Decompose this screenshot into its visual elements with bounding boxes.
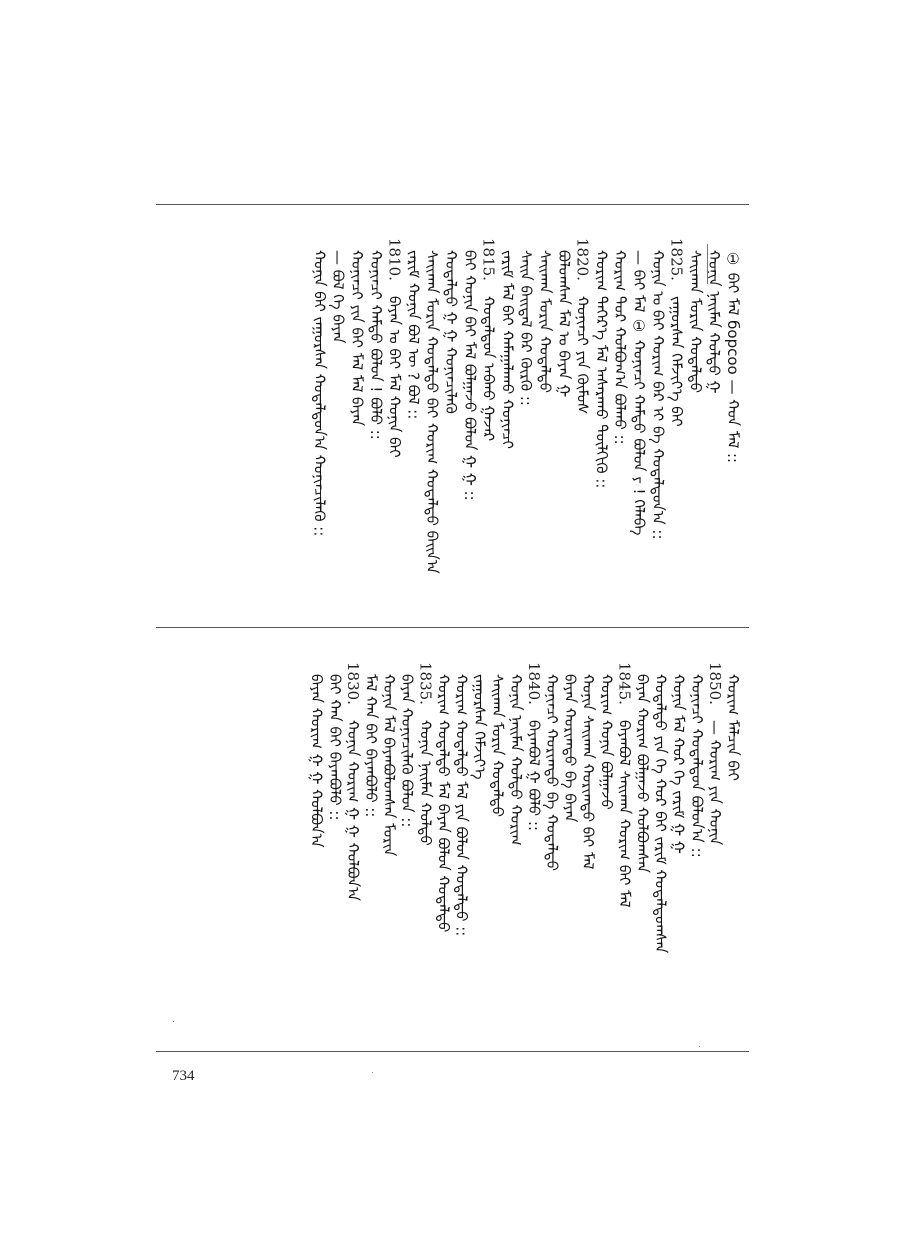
line-number: 1825. xyxy=(667,238,686,281)
text-line: ᠪᠠᠶᠠᠨ ᠣ ᠪᠠᠢ ᠮᠠᠯ ᠬᠣᠨᠢᠨ ᠪᠠᠢ xyxy=(385,296,404,458)
text-line: ᠬᠤᠳᠠᠯᠳᠤᠨ ᠠᠪᠬᠤ ᠭᠠᠵᠠᠷ xyxy=(479,296,498,442)
line-number: 1810. xyxy=(385,238,404,281)
text-line: ᠬᠣᠨᠢᠨ ᠨᠠᠢᠮᠠᠨ ᠬᠣᠯᠳᠣ xyxy=(416,720,435,846)
line-number: 1845. xyxy=(615,662,634,705)
text-line: ① ᠪᠠᠢ ᠮᠠᠯ борсоо — ᠬᠣᠨ ᠮᠠᠯ :: xyxy=(724,250,742,464)
text-line: ᠬᠣᠷᠢᠭ ᠬᠣᠨᠢᠨ ᠪᠣᠯᠭᠠᠵᠤ xyxy=(597,674,616,810)
text-line: ᠬᠤᠳᠠᠯᠳᠤ ᠭ ᠭ ᠬᠣᠨᠢᠨᠴᠢᠯᠡᠬᠦ xyxy=(442,250,460,414)
text-line: ᠪᠠᠶᠠᠨᠪᠣᠯ ᠭ ᠪᠣᠯᠣ :: xyxy=(524,720,543,832)
text-line: ᠬᠣᠨᠢᠨᠴᠢ ᠬᠠᠮᠲᠤ ᠪᠣᠯᠤᠨ ! ᠪᠣᠯᠣ :: xyxy=(366,250,385,440)
text-line: ᠬᠣᠨᠢᠨᠴᠢ ᠬᠤᠳᠠᠯᠳᠤᠨ ᠪᠣᠯᠤᠨ᠎ᠠ :: xyxy=(687,674,706,858)
text-line: ᠬᠣᠨᠢᠨᠴᠢ ᠶᠢᠨ ᠬᠦᠮᠦᠰ xyxy=(573,296,592,415)
text-line: ᠬᠣᠨᠢᠨ ᠮᠠᠯ ᠬᠣᠷ ᠬᠡ ᠵᠠᠷᠢᠮ ᠭ ᠭ xyxy=(669,674,688,854)
page-number: 734 xyxy=(172,1068,195,1084)
footnote-separator xyxy=(707,244,708,284)
line-number: 1840. xyxy=(524,662,543,705)
line-number: 1830. xyxy=(343,662,362,705)
text-line: ᠵᠠᠷᠢᠮ ᠮᠠᠯ ᠪᠠᠢ ᠬᠠᠮᠠᠭᠠᠯᠠᠬᠤ ᠬᠣᠨᠢᠨᠴᠢ xyxy=(498,250,517,449)
text-line: ᠰᠠᠢᠬᠠᠨ ᠮᠣᠷᠢᠨ ᠬᠤᠳᠠᠯᠳᠤ xyxy=(686,250,705,394)
text-line: ᠰᠠᠢᠬᠠᠨ ᠮᠣᠷᠢᠨ ᠬᠤᠳᠠᠯᠳᠤ ᠪᠠᠢ ᠬᠣᠷᠢᠭ ᠬᠤᠳᠠᠯᠳᠤ ᠪᠠᠢᠨ᠎ᠠ xyxy=(423,250,442,574)
top-rule xyxy=(156,204,749,205)
text-column xyxy=(307,238,331,618)
text-line: ᠰᠠᠢᠬᠠᠨ ᠮᠣᠷᠢᠨ ᠬᠤᠳᠠᠯᠳᠤ xyxy=(536,250,554,394)
text-line: ᠬᠤᠳᠠᠯᠳᠤ ᠶᠢᠨ ᠬᠡ ᠬᠣᠷ ᠪᠠᠢ ᠵᠠᠷᠢᠮ ᠬᠤᠳᠠᠯᠳᠤᠭᠰᠠᠨ xyxy=(651,674,670,954)
text-line: ᠬᠣᠨᠢᠨᠴᠢ ᠶᠢᠨ ᠪᠠᠢ ᠮᠠᠯ ᠮᠠᠯ ᠪᠠᠶᠠᠨ xyxy=(348,250,366,427)
text-line: ᠬᠣᠨᠢᠨ ᠪᠠᠢ ᠵᠠᠭᠤᠷᠰᠠᠨ ᠬᠤᠳᠠᠯᠳᠤᠨ᠎ᠠ ᠬᠣᠨᠢᠨᠴᠢᠯᠡᠬᠦ :: xyxy=(310,250,329,537)
text-line: ᠪᠣᠯᠣᠭᠰᠠᠨ ᠮᠠᠯ ᠤ ᠪᠠᠶᠠᠨ ᠭ xyxy=(554,250,573,398)
bottom-text-panel xyxy=(156,662,749,1042)
text-line: ᠵᠠᠭᠤᠷᠰᠠᠨ ᠬᠡᠮᠵᠢᠶ᠎ᠡ ᠪᠠᠢ xyxy=(667,296,686,427)
text-line: — ᠪᠣᠯ ᠬᠡ ᠪᠠᠶᠠᠨ xyxy=(329,250,348,344)
text-line: — ᠪᠠᠢ ᠮᠠᠯ ① ᠬᠣᠨᠢᠨᠴᠢ ᠬᠠᠮᠲᠤ ᠪᠣᠯᠤᠨ ᠶ ! ᠬᠡᠯᠡᠪᠡ xyxy=(630,250,648,536)
text-line: ᠪᠠᠶᠠᠨ ᠬᠣᠨᠢᠨᠴᠢᠯᠡᠬᠦ ᠪᠣᠯᠤᠨ :: xyxy=(398,674,417,828)
text-line: ᠬᠣᠨᠢᠨ ᠨᠠᠢᠮᠠᠨ ᠬᠣᠯᠳᠣ ᠬᠣᠷᠢᠭ xyxy=(506,674,525,846)
scan-speck xyxy=(173,1021,174,1022)
text-line: ᠬᠣᠷᠢᠭ ᠬᠤᠳᠠᠯᠳᠤ ᠮᠠᠯ ᠪᠠᠶᠠᠨ ᠪᠣᠯᠤᠨ ᠬᠤᠳᠠᠯᠳᠤ xyxy=(434,674,453,933)
text-line: ᠪᠠᠶᠠᠨ ᠬᠣᠷᠢᠭ ᠭ ᠭ ᠬᠣᠯᠪᠣᠨ᠎ᠠ xyxy=(307,674,326,848)
scan-speck xyxy=(372,1072,373,1073)
text-line: ᠪᠠᠶᠠᠨ ᠬᠣᠷᠢᠭᠳᠤ ᠪᠡ ᠪᠠᠶᠠᠨ xyxy=(561,674,580,823)
line-number: 1820. xyxy=(573,238,592,281)
text-line: — ᠬᠣᠷᠢᠭ ᠶᠢᠨ ᠬᠣᠨᠢᠨ xyxy=(705,720,724,846)
text-line: ᠬᠣᠨᠢᠨ ᠮᠠᠯ ᠪᠠᠶᠠᠨᠪᠣᠯᠣᠭᠰᠠᠨ ᠮᠣᠷᠢᠨ xyxy=(380,674,399,857)
text-line: ᠬᠣᠨᠢᠨ ᠣ ᠪᠠᠢ ᠬᠣᠷᠢᠭ ᠪᠡᠷ ᠢ ᠪᠡ ᠬᠤᠳᠠᠯᠳᠤᠨ᠎ᠠ :: xyxy=(648,250,667,540)
text-line: ᠪᠠᠶᠠᠨᠪᠣᠯ ᠰᠠᠢᠬᠠᠨ ᠬᠣᠷᠢᠭ ᠪᠠᠢ ᠮᠠᠯ xyxy=(615,720,634,908)
text-line: ᠬᠣᠷᠢᠭ ᠬᠤᠳᠠᠯᠳᠤ ᠮᠠᠯ ᠶᠢᠨ ᠪᠣᠯᠤᠨ ᠬᠤᠳᠠᠯᠳᠤ :: xyxy=(452,674,471,937)
line-number: 1815. xyxy=(479,238,498,281)
text-line: ᠬᠣᠷᠢᠭ ᠳᠡᠭᠡᠷ᠎ᠡ ᠮᠠᠯ ᠠᠰᠠᠷᠠᠬᠤ ᠲᠦᠯᠬᠢᠬᠦ :: xyxy=(592,250,611,489)
text-line: ᠮᠠᠯ ᠬᠠᠨ ᠪᠠᠢ ᠪᠠᠶᠠᠨᠪᠣᠯᠣ :: xyxy=(362,674,380,818)
middle-rule xyxy=(156,627,749,628)
text-line: ᠬᠣᠷᠢᠭ ᠮᠠᠯᠴᠢᠨ ᠪᠠᠢ xyxy=(724,674,742,781)
scan-speck xyxy=(699,1046,700,1047)
text-line: ᠬᠣᠨᠢᠨ ᠬᠣᠷᠢᠭ ᠭ ᠭ ᠬᠣᠯᠪᠣᠨ᠎ᠠ xyxy=(343,720,362,901)
text-line: ᠰᠠᠢᠬᠠᠨ ᠮᠣᠷᠢᠨ ᠬᠤᠳᠠᠯᠳᠤ xyxy=(488,674,507,818)
text-line: ᠬᠣᠷᠢᠭ ᠳᠣᠷ ᠬᠣᠯᠪᠣᠭ᠎ᠠ ᠪᠣᠯᠬᠤ :: xyxy=(611,250,630,445)
line-number: 1850. xyxy=(705,662,724,705)
top-text-panel xyxy=(156,238,749,618)
text-line: ᠬᠣᠨᠢᠨ ᠰᠠᠢᠬᠠᠨ ᠬᠣᠷᠢᠭᠳᠤ ᠪᠠᠢ ᠮᠠᠯ xyxy=(579,674,598,870)
line-number: 1835. xyxy=(416,662,435,705)
text-line: ᠬᠣᠨᠢᠨᠴᠢ ᠬᠣᠷᠢᠭᠳᠤ ᠪᠡ ᠬᠤᠳᠠᠯᠳᠤ xyxy=(543,674,561,871)
text-line: ᠵᠠᠭᠤᠷᠰᠠᠨ ᠬᠡᠮᠵᠢᠶ᠎ᠡ xyxy=(470,674,489,780)
text-line: ᠪᠠᠢ ᠬᠠᠨ ᠪᠠᠢ ᠪᠠᠶᠠᠨᠪᠣᠯᠣ :: xyxy=(325,674,344,821)
text-line: ᠰᠠᠢᠨ ᠪᠠᠢᠳᠠᠯ ᠪᠡᠷ ᠬᠦᠷᠬᠦ :: xyxy=(517,250,536,406)
text-column xyxy=(305,662,329,1042)
bottom-rule xyxy=(156,1051,749,1052)
text-line: ᠬᠣᠨᠢᠨ ᠨᠠᠢᠮᠠᠨ ᠬᠣᠯᠳᠣ ᠭ xyxy=(705,250,724,394)
text-line: ᠪᠠᠶᠠᠨ ᠬᠣᠷᠢᠭ ᠪᠣᠯᠭᠠᠵᠤ ᠬᠣᠯᠪᠣᠭᠰᠠᠨ xyxy=(633,674,652,873)
text-line: ᠵᠠᠷᠢᠮ ᠬᠣᠨᠢᠨ ᠪᠣᠯ ᠦ ? ᠪᠣᠯ :: xyxy=(404,250,423,420)
text-line: ᠪᠠᠢ ᠬᠣᠨᠢᠨ ᠪᠠᠢ ᠮᠠᠯ ᠪᠣᠯᠭᠠᠵᠤ ᠪᠣᠯᠤᠨ ᠭ ᠭ :: xyxy=(460,250,479,501)
